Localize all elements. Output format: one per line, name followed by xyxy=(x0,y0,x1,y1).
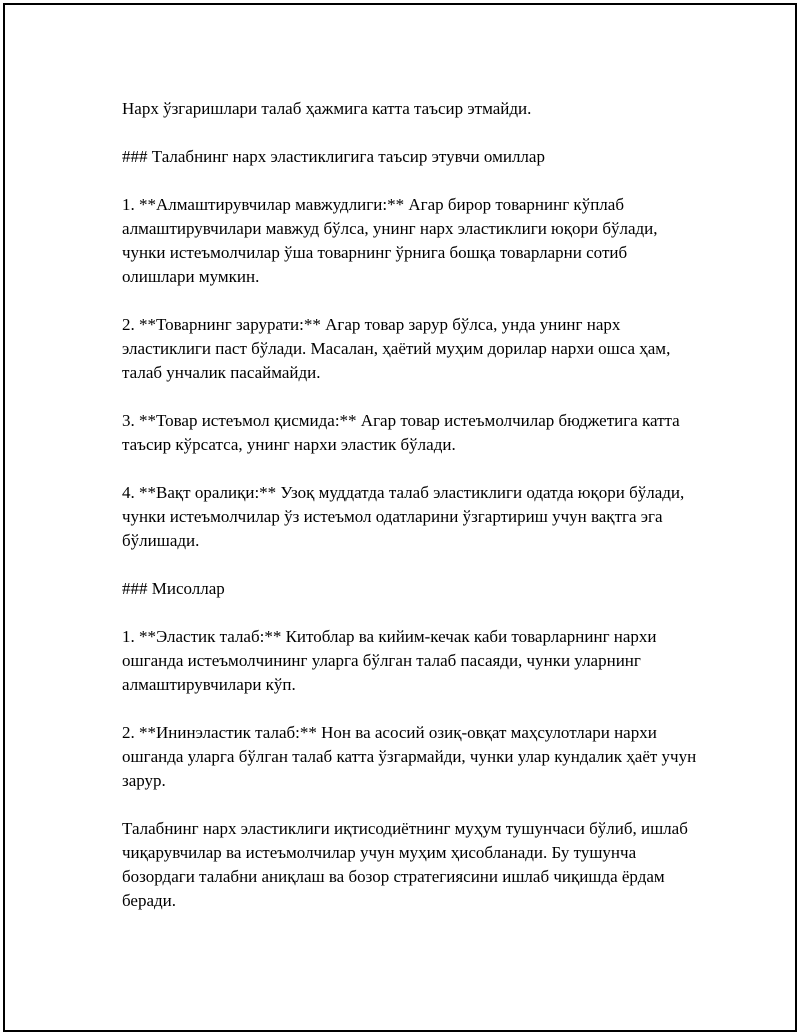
factor-necessity: 2. **Товарнинг зарурати:** Агар товар зарур бўлса, унда унинг нарх эластиклиги паст бўлади. Масалан, ҳаётий муҳим дорилар нархи ошса ҳам, талаб унчалик пасаймайди. xyxy=(122,315,671,382)
factor-time-period: 4. **Вақт оралиқи:** Узоқ муддатда талаб эластиклиги одатда юқори бўлади, чунки истеъмолчилар ўз истеъмол одатларини ўзгартириш учун вақтга эга бўлишади. xyxy=(122,483,685,550)
factor-budget-share: 3. **Товар истеъмол қисмида:** Агар товар истеъмолчилар бюджетига катта таъсир кўрсатса, унинг нархи эластик бўлади. xyxy=(122,411,680,454)
example-elastic-demand: 1. **Эластик талаб:** Китоблар ва кийим-кечак каби товарларнинг нархи ошганда истеъмолчининг уларга бўлган талаб пасаяди, чунки уларнинг алмаштирувчилари кўп. xyxy=(122,627,657,694)
factor-substitutes: 1. **Алмаштирувчилар мавжудлиги:** Агар бирор товарнинг кўплаб алмаштирувчилари мавжуд бўлса, унинг нарх эластиклиги юқори бўлади, чунки истеъмолчилар ўша товарнинг ўрнига бошқа товарларни сотиб олишлари мумкин. xyxy=(122,195,658,286)
example-inelastic-demand: 2. **Ининэластик талаб:** Нон ва асосий озиқ-овқат маҳсулотлари нархи ошганда уларга бўлган талаб катта ўзгармайди, чунки улар кундалик ҳаёт учун зарур. xyxy=(122,723,697,790)
conclusion-paragraph: Талабнинг нарх эластиклиги иқтисодиётнинг муҳум тушунчаси бўлиб, ишлаб чиқарувчилар ва истеъмолчилар учун муҳим ҳисобланади. Бу тушунча бозордаги талабни аниқлаш ва бозор стратегиясини ишлаб чиқишда ёрдам беради. xyxy=(122,819,688,910)
page-frame xyxy=(3,3,797,1032)
intro-sentence: Нарх ўзгаришлари талаб ҳажмига катта таъсир этмайди. xyxy=(122,99,532,118)
section-heading-factors: ### Талабнинг нарх эластиклигига таъсир этувчи омиллар xyxy=(122,147,545,166)
section-heading-examples: ### Мисоллар xyxy=(122,579,225,598)
document-body xyxy=(122,97,702,913)
